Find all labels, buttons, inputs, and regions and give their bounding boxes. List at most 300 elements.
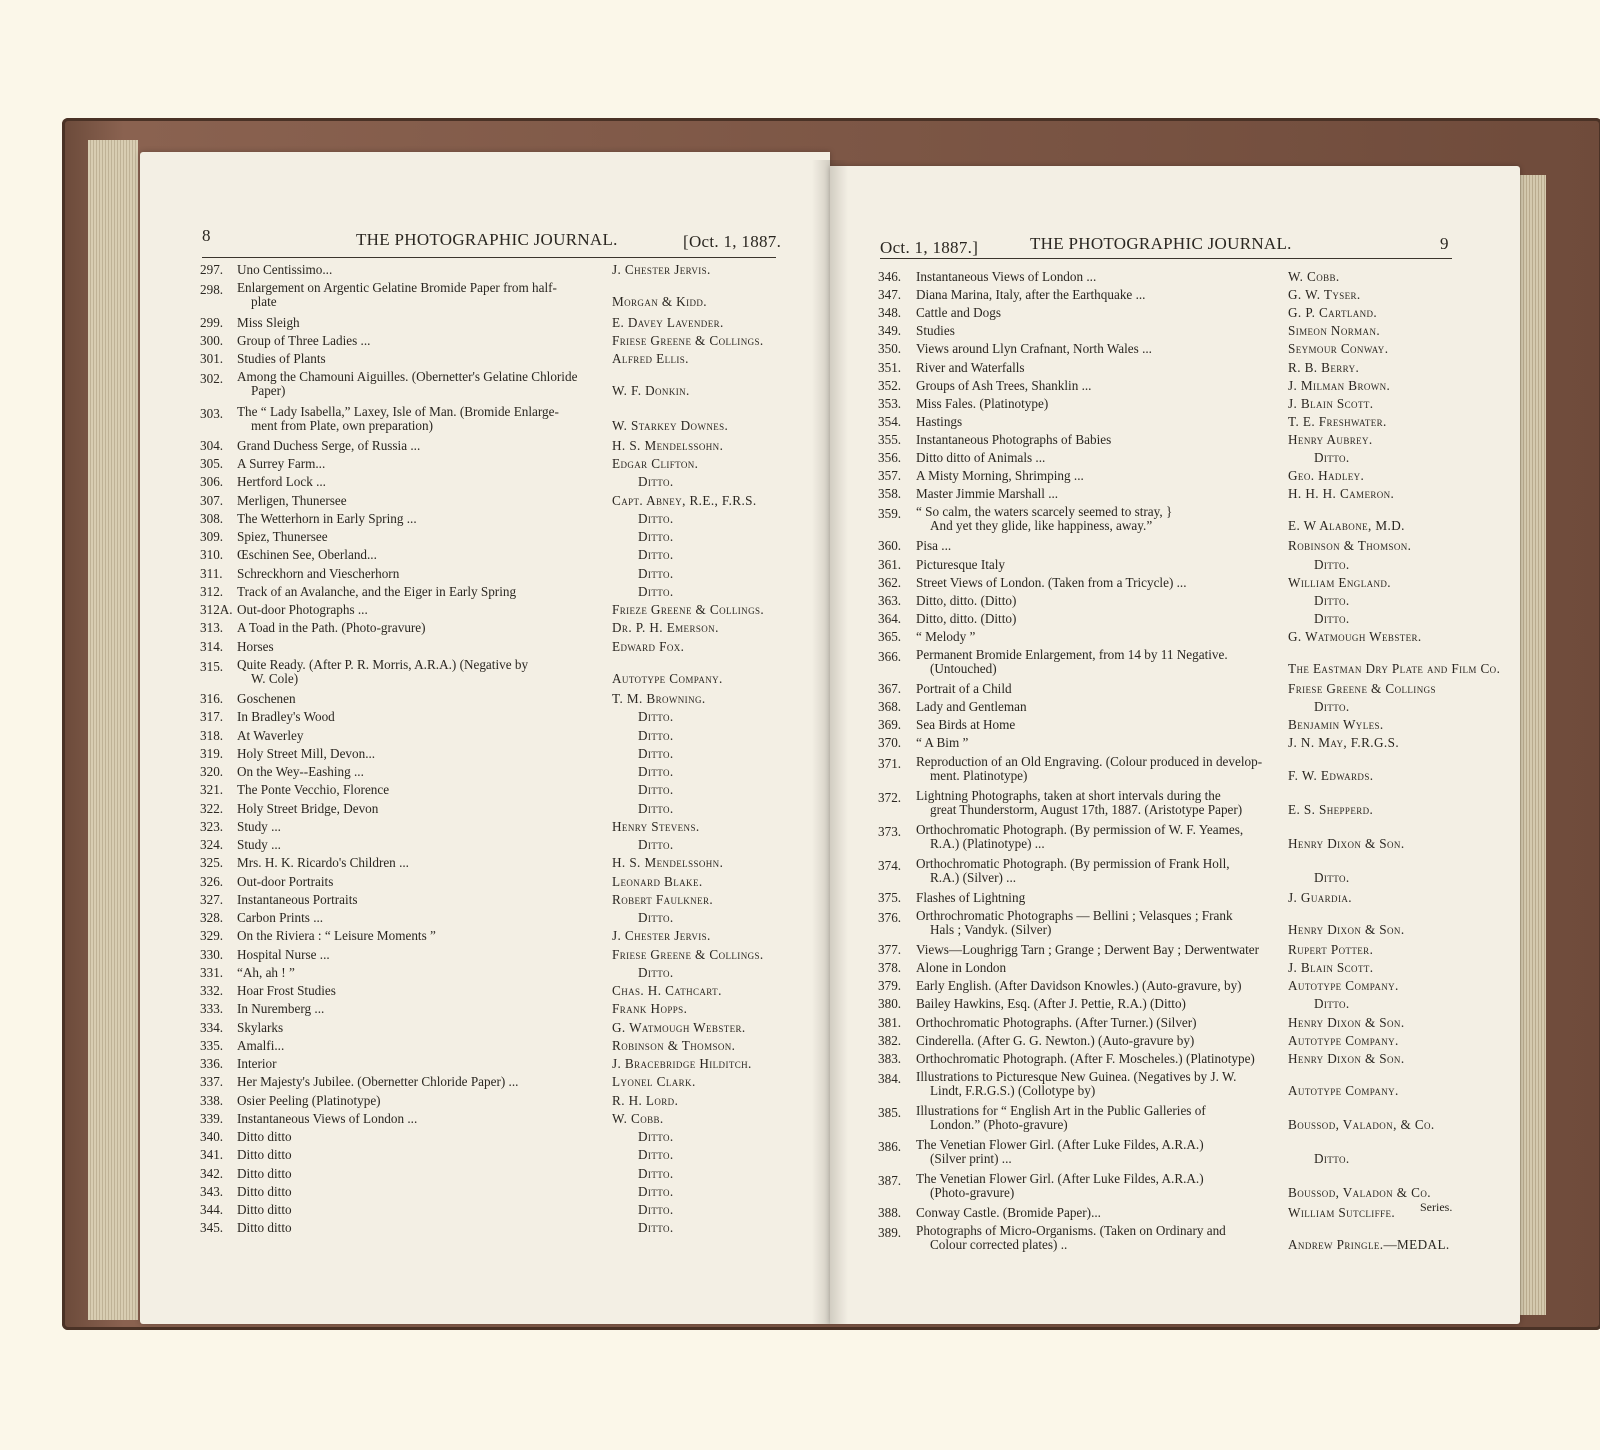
- catalogue-entry: [200, 692, 780, 706]
- entry-exhibitor: Henry Dixon & Son.: [1288, 1014, 1405, 1030]
- entry-exhibitor: W. Cobb.: [612, 1110, 664, 1126]
- catalogue-entry: [878, 1224, 1458, 1254]
- entry-exhibitor: Edward Fox.: [612, 638, 685, 654]
- entry-number: 326.: [200, 873, 224, 889]
- left-page-number: 8: [202, 226, 211, 245]
- entry-title: [916, 451, 1284, 465]
- entry-title-line: Ditto ditto: [237, 1221, 292, 1236]
- entry-number: 375.: [878, 889, 902, 905]
- right-header-date: Oct. 1, 1887.]: [880, 238, 979, 257]
- entry-number: 334.: [200, 1019, 224, 1035]
- entry-exhibitor: Friese Greene & Collings: [1288, 681, 1436, 697]
- entry-title-line: Reproduction of an Old Engraving. (Colour produced in develop-: [916, 754, 1263, 769]
- catalogue-entry: [200, 281, 780, 311]
- catalogue-entry: [878, 1206, 1458, 1220]
- entry-exhibitor: Ditto.: [638, 800, 674, 816]
- entry-number: 369.: [878, 717, 902, 733]
- entry-title-line: “ A Bim ”: [916, 736, 969, 751]
- entry-title-line: Her Majesty's Jubilee. (Obernetter Chloride Paper) ...: [237, 1075, 519, 1090]
- entry-exhibitor: Ditto.: [1314, 699, 1350, 715]
- entry-number: 355.: [878, 431, 902, 447]
- entry-title-line: Orthochromatic Photograph. (By permission of Frank Holl,: [916, 856, 1230, 871]
- catalogue-entry: [878, 1070, 1458, 1100]
- entry-exhibitor: Edgar Clifton.: [612, 456, 699, 471]
- entry-title-line: Orthrochromatic Photographs — Bellini ; Velasques ; Frank: [916, 909, 1233, 923]
- catalogue-entry: [200, 263, 780, 277]
- entry-title-line: Hastings: [916, 414, 963, 429]
- catalogue-entry: [878, 487, 1458, 501]
- entry-exhibitor: F. W. Edwards.: [1288, 767, 1374, 783]
- entry-number: 367.: [878, 681, 902, 697]
- entry-title: [916, 857, 1284, 885]
- entry-title: [916, 415, 1284, 429]
- entry-title: [916, 997, 1284, 1011]
- entry-number: 303.: [200, 405, 224, 421]
- entry-exhibitor: Alfred Ellis.: [612, 351, 689, 366]
- catalogue-entry: [200, 911, 780, 925]
- entry-title-line: Skylarks: [237, 1020, 284, 1035]
- entry-title: [237, 475, 607, 489]
- catalogue-entry: [200, 1148, 780, 1162]
- entry-title-line: Sea Birds at Home: [916, 718, 1016, 733]
- entry-title-line: Holy Street Mill, Devon...: [237, 746, 376, 761]
- entry-title: [916, 1034, 1284, 1048]
- entry-number: 362.: [878, 574, 902, 590]
- entry-title-line: (Photo-gravure): [930, 1185, 1015, 1201]
- entry-title: [916, 1172, 1284, 1200]
- entry-title-line: Colour corrected plates) ..: [930, 1237, 1068, 1253]
- entry-title-line: Ditto ditto: [237, 1148, 292, 1163]
- entry-title: [237, 1057, 607, 1071]
- entry-title-line: (Silver print) ...: [930, 1151, 1012, 1166]
- entry-title: [237, 494, 607, 508]
- entry-title: [916, 288, 1284, 302]
- entry-exhibitor: Ditto.: [638, 727, 674, 743]
- entry-title-line: Street Views of London. (Taken from a Tricycle) ...: [916, 575, 1187, 590]
- entry-exhibitor: Seymour Conway.: [1288, 341, 1389, 357]
- catalogue-entry: [200, 316, 780, 330]
- catalogue-entry: [200, 457, 780, 471]
- entry-title: [916, 1138, 1284, 1166]
- catalogue-entry: [878, 789, 1458, 819]
- entry-title: [237, 820, 607, 834]
- entry-exhibitor: J. N. May, F.R.G.S.: [1288, 735, 1400, 751]
- entry-exhibitor: R. B. Berry.: [1288, 359, 1360, 375]
- entry-number: 329.: [200, 928, 224, 944]
- entry-number: 381.: [878, 1014, 902, 1030]
- catalogue-entry: [200, 1221, 780, 1235]
- catalogue-entry: [200, 1185, 780, 1199]
- catalogue-entry: [200, 875, 780, 889]
- entry-number: 338.: [200, 1092, 224, 1108]
- entry-number: 335.: [200, 1037, 224, 1053]
- entry-title: [916, 576, 1284, 590]
- entry-title: [237, 512, 607, 526]
- entry-number: 386.: [878, 1139, 902, 1154]
- entry-exhibitor: J. Chester Jervis.: [612, 262, 711, 277]
- entry-exhibitor: E. W Alabone, M.D.: [1288, 518, 1405, 534]
- entry-exhibitor: G. W. Tyser.: [1288, 287, 1361, 303]
- entry-number: 299.: [200, 314, 224, 330]
- entry-number: 351.: [878, 359, 902, 375]
- entry-title: [237, 263, 607, 277]
- entry-number: 312.: [200, 583, 224, 599]
- entry-number: 320.: [200, 764, 224, 779]
- entry-exhibitor: W. F. Donkin.: [612, 383, 690, 399]
- entry-title-line: Illustrations for “ English Art in the Public Galleries of: [916, 1103, 1206, 1118]
- catalogue-entry: [200, 747, 780, 761]
- entry-title-line: In Bradley's Wood: [237, 710, 335, 725]
- book-gutter: [812, 160, 848, 1324]
- catalogue-entry: [200, 729, 780, 743]
- entry-title-line: Studies of Plants: [237, 352, 326, 366]
- entry-title: [237, 352, 607, 366]
- entry-exhibitor: Henry Dixon & Son.: [1288, 835, 1405, 851]
- entry-title-line: Ditto ditto: [237, 1130, 292, 1144]
- entry-title: [237, 1167, 607, 1181]
- entry-title: [916, 1052, 1284, 1066]
- entry-title-line: Mrs. H. K. Ricardo's Children ...: [237, 856, 409, 871]
- entry-title: [916, 823, 1284, 851]
- catalogue-entry: [878, 505, 1458, 535]
- entry-exhibitor: T. E. Freshwater.: [1288, 413, 1387, 429]
- entry-title-line: plate: [251, 294, 277, 310]
- entry-exhibitor: Ditto.: [638, 1165, 674, 1181]
- catalogue-entry: [200, 603, 780, 617]
- entry-exhibitor: Robert Faulkner.: [612, 891, 714, 907]
- entry-number: 389.: [878, 1225, 902, 1241]
- entry-title-line: Pisa ...: [916, 539, 952, 554]
- entry-exhibitor: Ditto.: [638, 782, 674, 798]
- entry-title-line: Schreckhorn and Viescherhorn: [237, 566, 400, 581]
- entry-exhibitor: Henry Dixon & Son.: [1288, 1050, 1405, 1066]
- catalogue-entry: [200, 585, 780, 599]
- entry-number: 370.: [878, 735, 902, 751]
- entry-exhibitor: Ditto.: [638, 1202, 674, 1217]
- entry-number: 378.: [878, 960, 902, 976]
- entry-number: 379.: [878, 978, 902, 994]
- entry-title: [237, 1185, 607, 1199]
- medal-series-note: Series.: [1420, 1200, 1453, 1214]
- entry-exhibitor: Robinson & Thomson.: [612, 1037, 736, 1053]
- entry-title: [916, 789, 1284, 817]
- catalogue-entry: [200, 1112, 780, 1126]
- entry-title-line: great Thunderstorm, August 17th, 1887. (Aristotype Paper): [930, 801, 1243, 817]
- entry-exhibitor: Ditto.: [1314, 450, 1350, 465]
- entry-title: [916, 909, 1284, 937]
- catalogue-entry: [200, 475, 780, 489]
- entry-title: [916, 700, 1284, 714]
- entry-title-line: “ Melody ”: [916, 629, 976, 644]
- background-top: [0, 0, 1600, 118]
- entry-exhibitor: Morgan & Kidd.: [612, 294, 707, 310]
- entry-number: 353.: [878, 395, 902, 411]
- entry-title: [916, 979, 1284, 993]
- catalogue-entry: [200, 856, 780, 870]
- entry-title: [916, 630, 1284, 644]
- entry-title-line: And yet they glide, like happiness, away.”: [930, 518, 1153, 534]
- entry-exhibitor: Ditto.: [638, 529, 674, 544]
- entry-title: [916, 943, 1284, 957]
- entry-title: [237, 370, 607, 398]
- catalogue-entry: [200, 621, 780, 635]
- entry-title: [916, 379, 1284, 393]
- entry-title-line: Early English. (After Davidson Knowles.) (Auto-gravure, by): [916, 979, 1242, 994]
- entry-title: [237, 911, 607, 925]
- entry-title-line: Ditto ditto: [237, 1166, 292, 1181]
- entry-number: 346.: [878, 269, 902, 284]
- entry-title-line: Miss Sleigh: [237, 315, 300, 330]
- entry-title-line: Lady and Gentleman: [916, 700, 1027, 715]
- entry-title-line: Miss Fales. (Platinotype): [916, 396, 1049, 411]
- catalogue-entry: [878, 1034, 1458, 1048]
- entry-number: 359.: [878, 506, 902, 522]
- entry-exhibitor: G. Watmough Webster.: [1288, 628, 1422, 644]
- entry-title-line: Horses: [237, 639, 274, 654]
- entry-title-line: Diana Marina, Italy, after the Earthquake ...: [916, 288, 1146, 303]
- catalogue-entry: [200, 765, 780, 779]
- entry-title: [916, 1206, 1284, 1220]
- left-running-title: THE PHOTOGRAPHIC JOURNAL.: [356, 230, 618, 249]
- entry-number: 385.: [878, 1104, 902, 1120]
- entry-title: [237, 948, 607, 962]
- catalogue-entry: [200, 494, 780, 508]
- entry-number: 313.: [200, 620, 224, 636]
- catalogue-entry: [200, 334, 780, 348]
- entry-exhibitor: H. S. Mendelssohn.: [612, 437, 724, 453]
- entry-title: [916, 594, 1284, 608]
- entry-title: [916, 487, 1284, 501]
- entry-title-line: Master Jimmie Marshall ...: [916, 487, 1059, 502]
- entry-number: 341.: [200, 1147, 224, 1163]
- entry-title: [237, 893, 607, 907]
- entry-title: [237, 658, 607, 686]
- entry-title-line: Instantaneous Views of London ...: [237, 1111, 418, 1126]
- entry-exhibitor: Ditto.: [1314, 592, 1350, 608]
- entry-title: [237, 567, 607, 581]
- entry-exhibitor: Ditto.: [638, 510, 674, 526]
- catalogue-entry: [878, 961, 1458, 975]
- entry-title-line: The “ Lady Isabella,” Laxey, Isle of Man. (Bromide Enlarge-: [237, 404, 559, 419]
- entry-exhibitor: Andrew Pringle.—MEDAL.: [1288, 1237, 1450, 1253]
- catalogue-entry: [200, 370, 780, 400]
- entry-number: 340.: [200, 1129, 224, 1144]
- entry-title: [916, 682, 1284, 696]
- entry-title: [237, 585, 607, 599]
- entry-title-line: Study ...: [237, 819, 281, 834]
- entry-exhibitor: Ditto.: [1314, 556, 1350, 572]
- entry-title-line: In Nuremberg ...: [237, 1002, 325, 1017]
- catalogue-entry: [878, 361, 1458, 375]
- entry-number: 344.: [200, 1202, 224, 1217]
- catalogue-entry: [200, 1094, 780, 1108]
- entry-title-line: Orthochromatic Photograph. (After F. Moscheles.) (Platinotype): [916, 1051, 1255, 1066]
- entry-title-line: Instantaneous Photographs of Babies: [916, 432, 1112, 447]
- entry-number: 358.: [878, 486, 902, 502]
- entry-title: [237, 1148, 607, 1162]
- entry-number: 373.: [878, 823, 902, 839]
- entry-exhibitor: Ditto.: [1314, 610, 1350, 626]
- entry-title: [237, 875, 607, 889]
- entry-title-line: Spiez, Thunersee: [237, 530, 328, 544]
- page-edges-left: [88, 140, 138, 1320]
- entry-exhibitor: Ditto.: [638, 474, 674, 490]
- catalogue-entry: [878, 1172, 1458, 1202]
- catalogue-entry: [200, 567, 780, 581]
- entry-title-line: Œschinen See, Oberland...: [237, 548, 377, 563]
- entry-number: 305.: [200, 456, 224, 471]
- catalogue-entry: [878, 648, 1501, 678]
- entry-number: 316.: [200, 691, 224, 706]
- entry-number: 318.: [200, 727, 224, 743]
- entry-number: 387.: [878, 1173, 902, 1189]
- catalogue-entry: [200, 530, 780, 544]
- entry-title-line: Picturesque Italy: [916, 557, 1005, 572]
- entry-title-line: The Venetian Flower Girl. (After Luke Fildes, A.R.A.): [916, 1172, 1204, 1187]
- entry-title: [237, 548, 607, 562]
- catalogue-entry: [200, 658, 780, 688]
- entry-title: [237, 1002, 607, 1016]
- entry-title-line: A Surrey Farm...: [237, 457, 326, 471]
- entry-exhibitor: Ditto.: [638, 910, 674, 925]
- entry-title: [237, 1039, 607, 1053]
- entry-number: 317.: [200, 709, 224, 725]
- entry-exhibitor: J. Blain Scott.: [1288, 395, 1374, 411]
- entry-number: 382.: [878, 1032, 902, 1048]
- entry-title-line: Groups of Ash Trees, Shanklin ...: [916, 378, 1092, 393]
- catalogue-entry: [200, 948, 780, 962]
- entry-title: [916, 1070, 1284, 1098]
- entry-title-line: Instantaneous Views of London ...: [916, 270, 1097, 284]
- entry-title-line: Lightning Photographs, taken at short intervals during the: [916, 788, 1221, 803]
- entry-number: 301.: [200, 351, 224, 366]
- entry-exhibitor: Henry Stevens.: [612, 818, 700, 834]
- entry-number: 361.: [878, 556, 902, 572]
- entry-number: 332.: [200, 983, 224, 998]
- entry-number: 349.: [878, 323, 902, 339]
- entry-exhibitor: The Eastman Dry Plate and Film Co.: [1288, 661, 1501, 676]
- catalogue-entry: [878, 755, 1458, 785]
- entry-title: [237, 603, 607, 617]
- entry-title-line: R.A.) (Silver) ...: [930, 869, 1017, 885]
- entry-title-line: Uno Centissimo...: [237, 263, 333, 277]
- entry-number: 360.: [878, 538, 902, 554]
- catalogue-entry: [200, 802, 780, 816]
- catalogue-entry: [878, 397, 1458, 411]
- catalogue-entry: [200, 1075, 780, 1089]
- entry-exhibitor: E. Davey Lavender.: [612, 314, 724, 330]
- entry-number: 352.: [878, 377, 902, 393]
- entry-title-line: Among the Chamouni Aiguilles. (Obernetter's Gelatine Chloride: [237, 370, 578, 385]
- catalogue-entry: [200, 640, 780, 654]
- entry-title: [916, 736, 1284, 750]
- entry-exhibitor: Chas. H. Cathcart.: [612, 983, 722, 998]
- entry-exhibitor: J. Bracebridge Hilditch.: [612, 1056, 752, 1071]
- entry-exhibitor: Ditto.: [638, 1220, 674, 1236]
- right-running-title: THE PHOTOGRAPHIC JOURNAL.: [1030, 234, 1292, 253]
- catalogue-entry: [878, 997, 1458, 1011]
- entry-title: [916, 324, 1284, 338]
- entry-title: [237, 710, 607, 724]
- entry-number: 374.: [878, 857, 902, 873]
- catalogue-entry: [200, 929, 780, 943]
- catalogue-entry: [878, 306, 1458, 320]
- catalogue-entry: [200, 352, 780, 366]
- catalogue-entry: [878, 1052, 1458, 1066]
- catalogue-entry: [200, 405, 780, 435]
- entry-exhibitor: T. M. Browning.: [612, 691, 706, 706]
- entry-title-line: Enlargement on Argentic Gelatine Bromide Paper from half-: [237, 281, 557, 296]
- entry-title: [237, 1130, 607, 1144]
- entry-exhibitor: J. Chester Jervis.: [612, 928, 711, 944]
- entry-title-line: Out-door Portraits: [237, 874, 334, 889]
- entry-exhibitor: J. Blain Scott.: [1288, 960, 1374, 976]
- left-header-rule: [202, 257, 776, 258]
- entry-title-line: ment from Plate, own preparation): [251, 417, 434, 433]
- entry-title: [916, 558, 1284, 572]
- entry-title-line: Ditto ditto: [237, 1184, 292, 1199]
- entry-title: [916, 1104, 1284, 1132]
- entry-number: 372.: [878, 789, 902, 805]
- entry-number: 309.: [200, 529, 224, 544]
- entry-exhibitor: Autotype Company.: [1288, 1032, 1399, 1048]
- entry-number: 325.: [200, 855, 224, 871]
- entry-title-line: Cattle and Dogs: [916, 306, 1001, 321]
- entry-number: 371.: [878, 755, 902, 771]
- entry-title-line: Views around Llyn Crafnant, North Wales ...: [916, 342, 1152, 357]
- entry-title-line: Goschenen: [237, 692, 296, 706]
- catalogue-entry: [200, 1021, 780, 1035]
- entry-number: 377.: [878, 942, 902, 958]
- entry-title-line: Osier Peeling (Platinotype): [237, 1093, 381, 1108]
- entry-title-line: Studies: [916, 324, 955, 339]
- catalogue-entry: [878, 539, 1458, 553]
- left-header-date: [Oct. 1, 1887.: [683, 232, 782, 251]
- entry-title-line: At Waverley: [237, 728, 304, 743]
- entry-title: [237, 929, 607, 943]
- entry-number: 311.: [200, 565, 223, 581]
- entry-title: [916, 1016, 1284, 1030]
- entry-number: 388.: [878, 1205, 902, 1221]
- entry-title: [237, 984, 607, 998]
- catalogue-entry: [200, 966, 780, 980]
- entry-exhibitor: William England.: [1288, 574, 1391, 590]
- entry-title: [916, 961, 1284, 975]
- entry-title: [916, 612, 1284, 626]
- catalogue-entry: [200, 512, 780, 526]
- entry-number: 312A.: [200, 602, 233, 617]
- catalogue-entry: [200, 1057, 780, 1071]
- entry-exhibitor: Ditto.: [638, 764, 674, 779]
- page-edges-right: [1518, 175, 1546, 1315]
- entry-title-line: Ditto ditto of Animals ...: [916, 451, 1046, 465]
- catalogue-entry: [200, 783, 780, 797]
- entry-exhibitor: Friese Greene & Collings.: [612, 946, 764, 962]
- entry-exhibitor: Boussod, Valadon & Co.: [1288, 1185, 1431, 1201]
- entry-exhibitor: Robinson & Thomson.: [1288, 538, 1412, 554]
- entry-number: 319.: [200, 745, 224, 761]
- entry-exhibitor: Ditto.: [638, 583, 674, 599]
- entry-number: 383.: [878, 1050, 902, 1066]
- entry-exhibitor: Frieze Greene & Collings.: [612, 602, 765, 617]
- catalogue-entry: [878, 1138, 1458, 1168]
- entry-number: 324.: [200, 837, 224, 852]
- entry-title-line: On the Riviera : “ Leisure Moments ”: [237, 929, 436, 944]
- entry-exhibitor: Lyonel Clark.: [612, 1074, 696, 1090]
- entry-exhibitor: G. P. Cartland.: [1288, 305, 1378, 321]
- entry-exhibitor: Ditto.: [638, 1183, 674, 1199]
- entry-number: 308.: [200, 510, 224, 526]
